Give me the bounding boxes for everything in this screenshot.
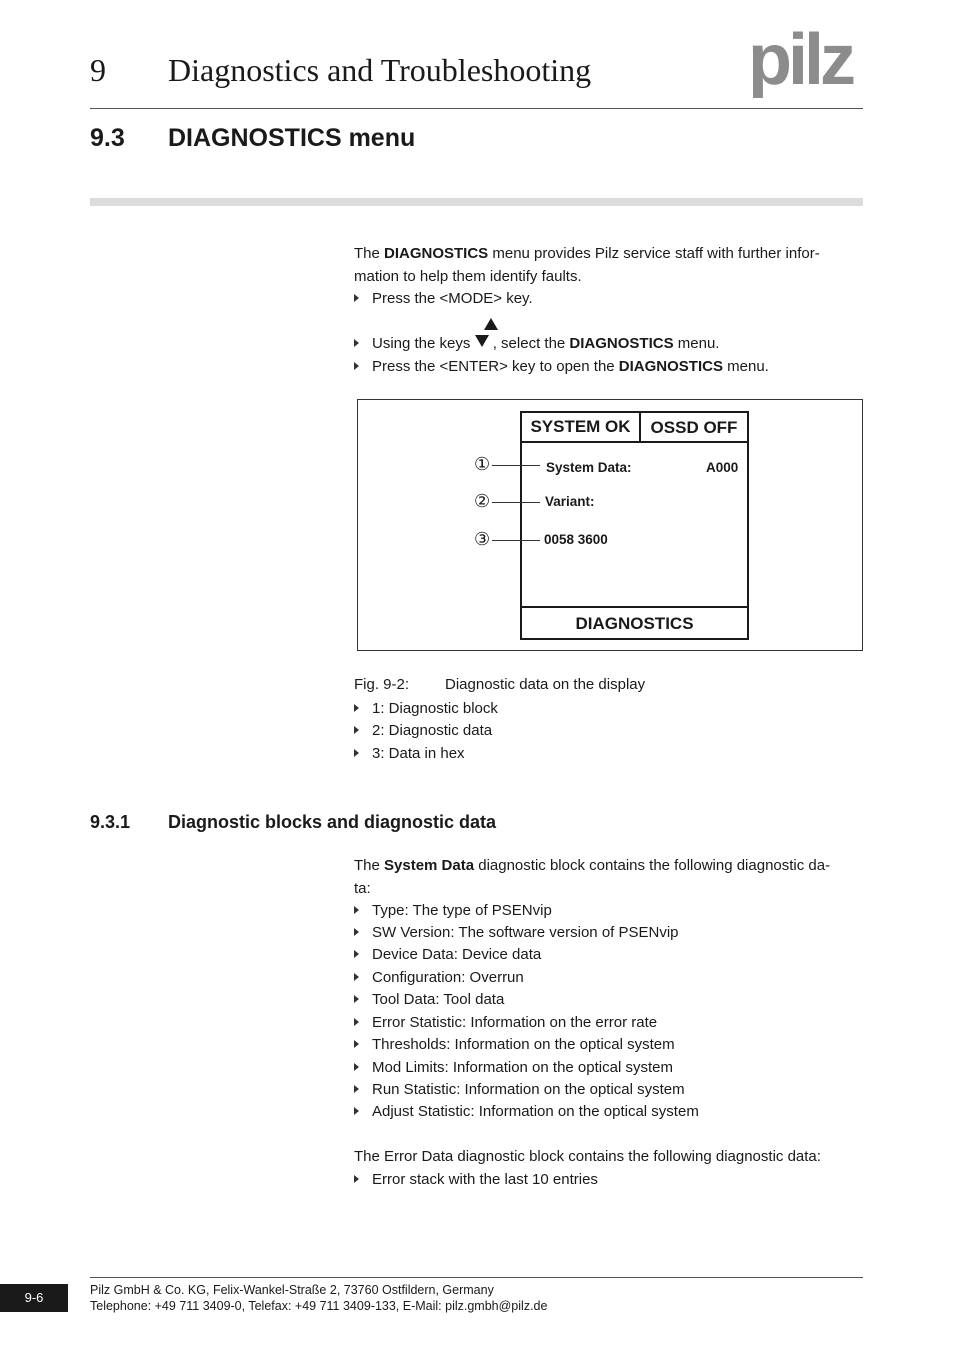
page-number: 9-6 [0, 1284, 68, 1312]
list-item: Type: The type of PSENvip [354, 900, 552, 923]
figure-caption-label: Fig. 9-2: [354, 676, 410, 693]
bullet-icon [354, 995, 359, 1003]
list-item: 1: Diagnostic block [354, 698, 498, 721]
display-row-value: A000 [706, 460, 739, 475]
footer-address: Pilz GmbH & Co. KG, Felix-Wankel-Straße 2, 73760 Ostfildern, Germany [90, 1283, 494, 1297]
figure-caption-title: Diagnostic data on the display [445, 676, 646, 693]
callout-marker: ③ [474, 529, 491, 550]
error-data-paragraph: The Error Data diagnostic block contains the following diagnostic data: [354, 1148, 821, 1165]
bullet-icon [354, 973, 359, 981]
bullet-icon [354, 294, 359, 302]
bullet-icon [354, 928, 359, 936]
header-divider [90, 108, 863, 109]
arrow-down-icon [475, 335, 489, 347]
bullet-icon [354, 950, 359, 958]
bullet-icon [354, 1040, 359, 1048]
list-item: Press the <ENTER> key to open the DIAGNOSTICS menu. [354, 356, 769, 379]
system-data-paragraph: The System Data diagnostic block contains the following diagnostic da- ta: [354, 857, 831, 897]
display-row-label: Variant: [545, 494, 595, 509]
bullet-icon [354, 1063, 359, 1071]
bullet-icon [354, 906, 359, 914]
display-row-label: 0058 3600 [544, 532, 608, 547]
list-item: Device Data: Device data [354, 944, 541, 967]
section-separator-bar [90, 198, 863, 206]
bullet-icon [354, 1175, 359, 1183]
chapter-number: 9 [90, 52, 106, 88]
list-item: Thresholds: Information on the optical system [354, 1034, 675, 1057]
footer-divider [90, 1277, 863, 1278]
pilz-logo [748, 28, 866, 98]
logo-text: pilz [748, 28, 852, 98]
bullet-icon [354, 704, 359, 712]
callout-marker: ② [474, 491, 491, 512]
list-item: SW Version: The software version of PSENvip [354, 922, 679, 945]
list-item: Mod Limits: Information on the optical system [354, 1057, 673, 1080]
chapter-title: Diagnostics and Troubleshooting [168, 52, 592, 88]
list-item: Using the keys , select the DIAGNOSTICS menu. [354, 333, 719, 356]
display-status-left: SYSTEM OK [520, 411, 641, 443]
list-item: Error Statistic: Information on the error rate [354, 1012, 657, 1035]
section-number: 9.3 [90, 124, 125, 152]
display-status-right: OSSD OFF [639, 411, 749, 443]
callout-line [492, 465, 540, 466]
list-item: Error stack with the last 10 entries [354, 1169, 598, 1192]
list-item: 3: Data in hex [354, 743, 465, 766]
display-footer: DIAGNOSTICS [520, 606, 749, 640]
footer-contact: Telephone: +49 711 3409-0, Telefax: +49 711 3409-133, E-Mail: pilz.gmbh@pilz.de [90, 1299, 548, 1313]
list-item: Tool Data: Tool data [354, 989, 504, 1012]
bullet-icon [354, 339, 359, 347]
callout-marker: ① [474, 454, 491, 475]
section-title: DIAGNOSTICS menu [168, 124, 416, 152]
callout-line [492, 540, 540, 541]
list-item: Press the <MODE> key. [354, 288, 533, 311]
list-item: Configuration: Overrun [354, 967, 524, 990]
bullet-icon [354, 362, 359, 370]
subsection-number: 9.3.1 [90, 812, 131, 832]
bullet-icon [354, 726, 359, 734]
list-item: Adjust Statistic: Information on the optical system [354, 1101, 699, 1124]
list-item: 2: Diagnostic data [354, 720, 492, 743]
list-item: Run Statistic: Information on the optical system [354, 1079, 685, 1102]
subsection-title: Diagnostic blocks and diagnostic data [168, 812, 497, 832]
bullet-icon [354, 1107, 359, 1115]
callout-line [492, 502, 540, 503]
intro-paragraph: The DIAGNOSTICS menu provides Pilz service staff with further infor- mation to help them identify faults. [354, 245, 820, 285]
display-row-label: System Data: [546, 460, 632, 475]
bullet-icon [354, 1085, 359, 1093]
bullet-icon [354, 749, 359, 757]
bullet-icon [354, 1018, 359, 1026]
